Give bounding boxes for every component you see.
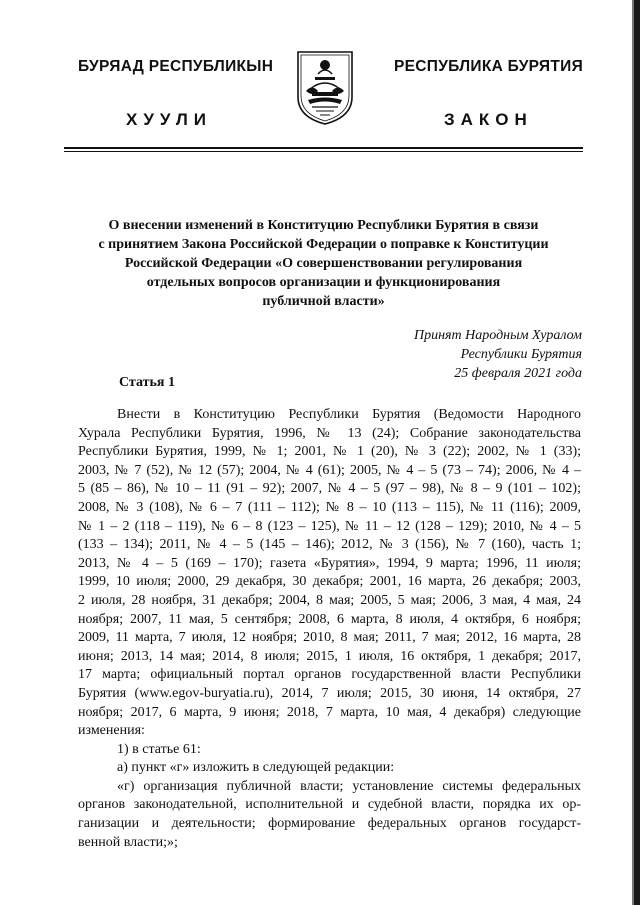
- header-russian-republic: РЕСПУБЛИКА БУРЯТИЯ: [394, 58, 584, 75]
- article-heading: Статья 1: [119, 375, 175, 390]
- body-line: 17 марта; официальный портал органов государственной власти Республики: [78, 667, 581, 683]
- body-line: 2009, 11 марта, 7 июля, 12 ноября; 2010, 8 мая; 2011, 7 мая; 2012, 16 марта, 28: [78, 630, 581, 646]
- list-item-1a: а) пункт «г» изложить в следующей редакции:: [117, 760, 395, 776]
- adoption-line: Республики Бурятия: [460, 347, 582, 362]
- body-line: 2013, № 4 – 5 (169 – 170); газета «Бурятия», 1994, 9 марта; 1996, 11 июля;: [78, 555, 581, 571]
- body-line: 2 июля, 28 ноября, 31 декабря; 2004, 8 мая; 2005, 5 мая; 2006, 3 мая, 4 мая, 24: [78, 592, 581, 608]
- article-body: [78, 406, 581, 852]
- adoption-note: [414, 326, 582, 383]
- law-title: [64, 216, 583, 311]
- body-line: ноября; 2007, 11 мая, 5 сентября; 2008, 6 марта, 8 июля, 4 октября, 6 ноября;: [78, 611, 581, 627]
- body-line: Бурятия (www.egov-buryatia.ru), 2014, 7 июля; 2015, 30 июня, 14 октября, 27: [78, 685, 581, 701]
- adoption-line: Принят Народным Хуралом: [413, 328, 582, 343]
- header-buryat-republic: БУРЯАД РЕСПУБЛИКЫН: [78, 58, 274, 75]
- body-line: 5 (85 – 86), № 10 – 11 (91 – 92); 2007, № 4 – 5 (97 – 98), № 8 – 9 (101 – 102);: [78, 481, 581, 497]
- body-line: изменения:: [78, 723, 145, 739]
- title-line: публичной власти»: [262, 294, 385, 309]
- scan-edge-shadow: [632, 0, 634, 905]
- body-line: ноября; 2017, 6 марта, 9 июня; 2018, 7 марта, 10 мая, 4 декабря) следующие: [78, 704, 581, 720]
- header-rule-thin: [64, 151, 583, 152]
- body-line: Внести в Конституцию Республики Бурятия (Ведомости Народного: [117, 407, 581, 422]
- quote-line: ганизации и деятельности; формирование федеральных органов государст-: [78, 816, 581, 832]
- header-russian-law: ЗАКОН: [444, 110, 533, 129]
- quote-line: органов законодательной, исполнительной и судебной власти, порядка их ор-: [78, 797, 581, 813]
- scan-edge: [634, 0, 640, 905]
- header-rule-thick: [64, 147, 583, 149]
- title-line: Российской Федерации «О совершенствовании регулирования: [124, 256, 523, 271]
- coat-of-arms-icon: [294, 47, 356, 127]
- list-item-1: 1) в статье 61:: [117, 741, 201, 757]
- body-line: 2003, № 7 (52), № 12 (57); 2004, № 4 (61); 2005, № 4 – 5 (73 – 74); 2006, № 4 –: [78, 462, 581, 478]
- body-line: № 1 – 2 (118 – 119), № 6 – 8 (123 – 125), № 11 – 12 (128 – 129); 2010, № 4 – 5: [78, 518, 581, 534]
- title-line: О внесении изменений в Конституцию Республики Бурятия в связи: [108, 218, 539, 233]
- body-line: 1999, 10 июля; 2000, 29 декабря, 30 декабря; 2001, 16 марта, 26 декабря; 2003,: [78, 574, 581, 590]
- quote-line: «г) организация публичной власти; установление системы федеральных: [117, 778, 581, 794]
- body-line: июня; 2013, 14 мая; 2014, 8 июля; 2015, 1 июля, 16 октября, 1 декабря; 2017,: [78, 648, 581, 664]
- quote-line: венной власти;»;: [78, 834, 178, 850]
- title-line: отдельных вопросов организации и функционирования: [146, 275, 501, 290]
- body-line: Хурала Республики Бурятия, 1996, № 13 (24); Собрание законодательства: [78, 425, 581, 441]
- body-line: Республики Бурятия, 1999, № 1; 2001, № 1 (20), № 3 (22); 2002, № 1 (33);: [78, 444, 581, 460]
- adoption-date: 25 февраля 2021 года: [454, 366, 582, 381]
- body-line: 2008, № 3 (108), № 6 – 7 (111 – 112); № 8 – 10 (113 – 115), № 11 (116); 2009,: [78, 499, 581, 515]
- header-buryat-law: ХУУЛИ: [126, 110, 212, 129]
- body-line: (133 – 134); 2011, № 4 – 5 (145 – 146); 2012, № 3 (156), № 7 (160), часть 1;: [78, 537, 581, 553]
- title-line: с принятием Закона Российской Федерации о поправке к Конституции: [98, 237, 549, 252]
